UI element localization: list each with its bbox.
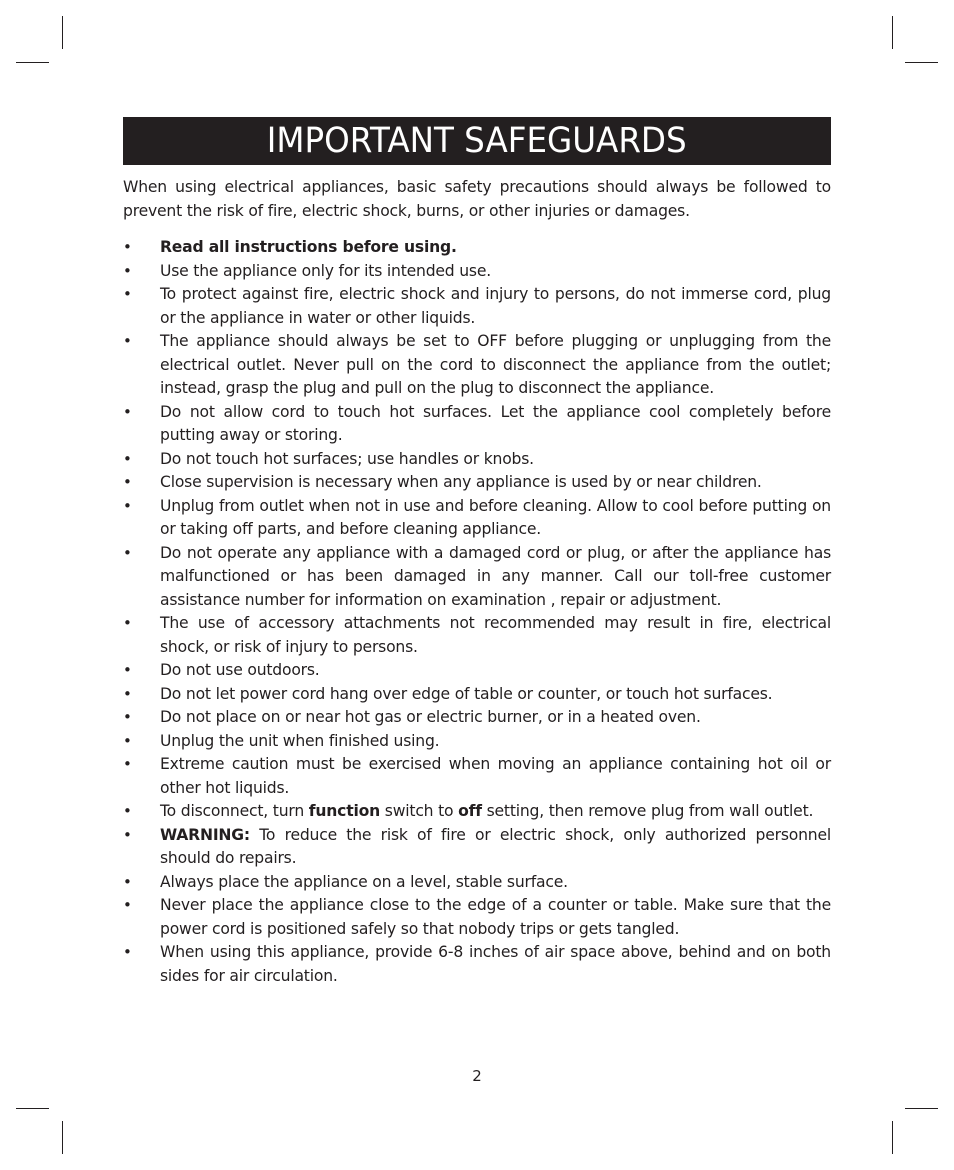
bullet-icon: • [123, 449, 132, 468]
item-text: Unplug the unit when finished using. [160, 731, 440, 750]
crop-mark [905, 1108, 938, 1109]
crop-mark [892, 16, 893, 49]
list-item [123, 236, 831, 260]
item-text: When using this appliance, provide 6-8 inches of air space above, behind and on both sides for air circulation. [160, 943, 831, 985]
list-item [123, 871, 831, 895]
item-emphasis: Read all instructions before using. [160, 238, 457, 256]
item-text: Close supervision is necessary when any appliance is used by or near children. [160, 473, 762, 491]
item-text: The appliance should always be set to OFF before plugging or unplugging from the electrical outlet. Never pull on the cord to disconnect the appliance from the outlet; instead, grasp the plug and pull on the plug to disconnect the appliance. [160, 332, 831, 397]
list-item [123, 471, 831, 495]
crop-mark [16, 1108, 49, 1109]
crop-mark [16, 62, 49, 63]
item-text: Unplug from outlet when not in use and before cleaning. Allow to cool before putting on or taking off parts, and before cleaning appliance. [160, 496, 831, 538]
bullet-icon: • [123, 684, 132, 703]
bullet-icon: • [123, 755, 132, 773]
list-item [123, 683, 831, 707]
bullet-icon: • [123, 543, 132, 562]
bullet-icon: • [123, 238, 132, 256]
list-item [123, 401, 831, 448]
item-text: To reduce the risk of fire or electric shock, only authorized personnel should do repairs. [160, 825, 831, 867]
page-title: IMPORTANT SAFEGUARDS [267, 121, 687, 161]
list-item [123, 753, 831, 800]
bullet-icon: • [123, 731, 132, 750]
bullet-icon: • [123, 614, 132, 632]
list-item [123, 448, 831, 472]
list-item [123, 260, 831, 284]
list-item [123, 706, 831, 730]
list-item [123, 941, 831, 988]
list-item [123, 330, 831, 401]
crop-mark [905, 62, 938, 63]
crop-mark [62, 1121, 63, 1154]
bullet-icon: • [123, 872, 132, 891]
bullet-icon: • [123, 496, 132, 515]
list-item [123, 283, 831, 330]
item-text: Do not place on or near hot gas or electric burner, or in a heated oven. [160, 708, 701, 726]
item-emphasis: off [458, 802, 482, 820]
bullet-icon: • [123, 473, 132, 491]
crop-mark [62, 16, 63, 49]
item-text: Do not use outdoors. [160, 661, 320, 679]
item-text: Never place the appliance close to the edge of a counter or table. Make sure that the power cord is positioned safely so that nobody trips or gets tangled. [160, 896, 831, 938]
item-text: Always place the appliance on a level, stable surface. [160, 872, 568, 891]
bullet-icon: • [123, 285, 132, 303]
bullet-icon: • [123, 802, 132, 820]
item-text: setting, then remove plug from wall outlet. [481, 802, 814, 820]
item-text: switch to [380, 802, 459, 820]
list-item [123, 612, 831, 659]
bullet-icon: • [123, 261, 132, 280]
bullet-icon: • [123, 402, 132, 421]
item-text: Do not operate any appliance with a damaged cord or plug, or after the appliance has malfunctioned or has been damaged in any manner. Call our toll-free customer assistance number for information on examination , repair or adjustment. [160, 543, 831, 609]
crop-mark [892, 1121, 893, 1154]
title-banner [123, 117, 831, 165]
item-text: Do not let power cord hang over edge of table or counter, or touch hot surfaces. [160, 684, 773, 703]
item-text: The use of accessory attachments not recommended may result in fire, electrical shock, or risk of injury to persons. [160, 614, 831, 656]
item-text: Use the appliance only for its intended use. [160, 261, 491, 280]
bullet-icon: • [123, 332, 132, 350]
bullet-icon: • [123, 825, 132, 844]
list-item [123, 894, 831, 941]
list-item [123, 824, 831, 871]
bullet-icon: • [123, 661, 132, 679]
bullet-icon: • [123, 943, 132, 961]
item-text: Do not allow cord to touch hot surfaces. Let the appliance cool completely before putting away or storing. [160, 402, 831, 444]
list-item [123, 659, 831, 683]
item-text: Do not touch hot surfaces; use handles or knobs. [160, 449, 534, 468]
item-emphasis: WARNING: [160, 825, 250, 844]
list-item [123, 730, 831, 754]
item-text: Extreme caution must be exercised when moving an appliance containing hot oil or other hot liquids. [160, 755, 831, 797]
item-text: To protect against fire, electric shock and injury to persons, do not immerse cord, plug or the appliance in water or other liquids. [160, 285, 831, 327]
item-emphasis: function [308, 802, 381, 820]
bullet-icon: • [123, 896, 132, 914]
item-text: To disconnect, turn [160, 802, 309, 820]
list-item [123, 542, 831, 613]
list-item [123, 495, 831, 542]
list-item [123, 800, 831, 824]
bullet-icon: • [123, 708, 132, 726]
page-number: 2 [472, 1067, 482, 1085]
safeguards-list [123, 236, 831, 988]
intro-paragraph: When using electrical appliances, basic safety precautions should always be followed to prevent the risk of fire, electric shock, burns, or other injuries or damages. [123, 178, 831, 220]
